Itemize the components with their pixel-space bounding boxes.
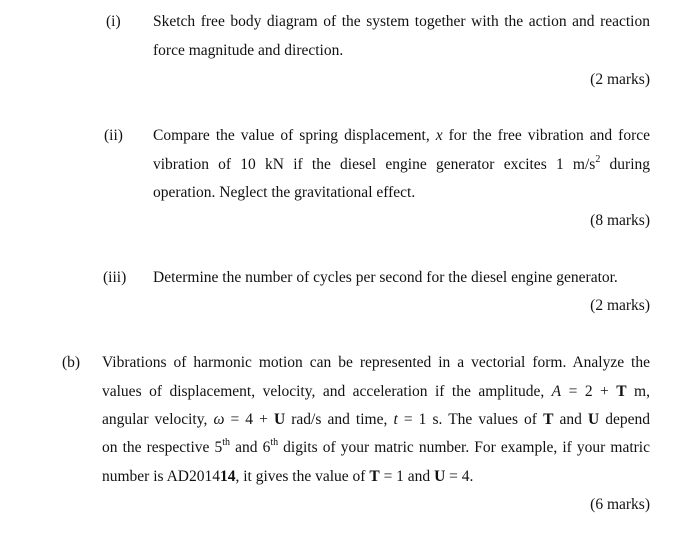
part-b-marks: (6 marks) xyxy=(590,496,650,513)
part-i-text-line1: Sketch free body diagram of the system together with the action and reaction xyxy=(153,13,650,30)
part-ii-label: (ii) xyxy=(104,127,123,144)
part-ii-marks: (8 marks) xyxy=(590,212,650,229)
part-b-text-line3: angular velocity, ω = 4 + U rad/s and time, t = 1 s. The values of T and U depend xyxy=(102,411,650,428)
part-i-label: (i) xyxy=(106,13,121,30)
part-b-text-line1: Vibrations of harmonic motion can be represented in a vectorial form. Analyze the xyxy=(102,354,650,371)
part-ii-text-line3: operation. Neglect the gravitational effect. xyxy=(153,184,416,201)
part-iii-label: (iii) xyxy=(103,269,127,286)
part-b-text-line5: number is AD201414, it gives the value of T = 1 and U = 4. xyxy=(102,468,474,485)
part-i-marks: (2 marks) xyxy=(590,71,650,88)
part-i-text-line2: force magnitude and direction. xyxy=(153,42,344,59)
part-iii-marks: (2 marks) xyxy=(590,297,650,314)
part-iii-text-line1: Determine the number of cycles per second for the diesel engine generator. xyxy=(153,269,618,286)
part-ii-text-line2: vibration of 10 kN if the diesel engine generator excites 1 $m/s^2$ during xyxy=(153,153,651,173)
part-b-text-line2: values of displacement, velocity, and acceleration if the amplitude, A = 2 + T m, xyxy=(102,383,650,400)
part-ii-text-line1: Compare the value of spring displacement, x for the free vibration and force xyxy=(153,127,650,144)
part-b-label: (b) xyxy=(62,354,81,371)
part-b-text-line4: on the respective 5th and 6th digits of your matric number. For example, if your matric xyxy=(102,436,650,456)
